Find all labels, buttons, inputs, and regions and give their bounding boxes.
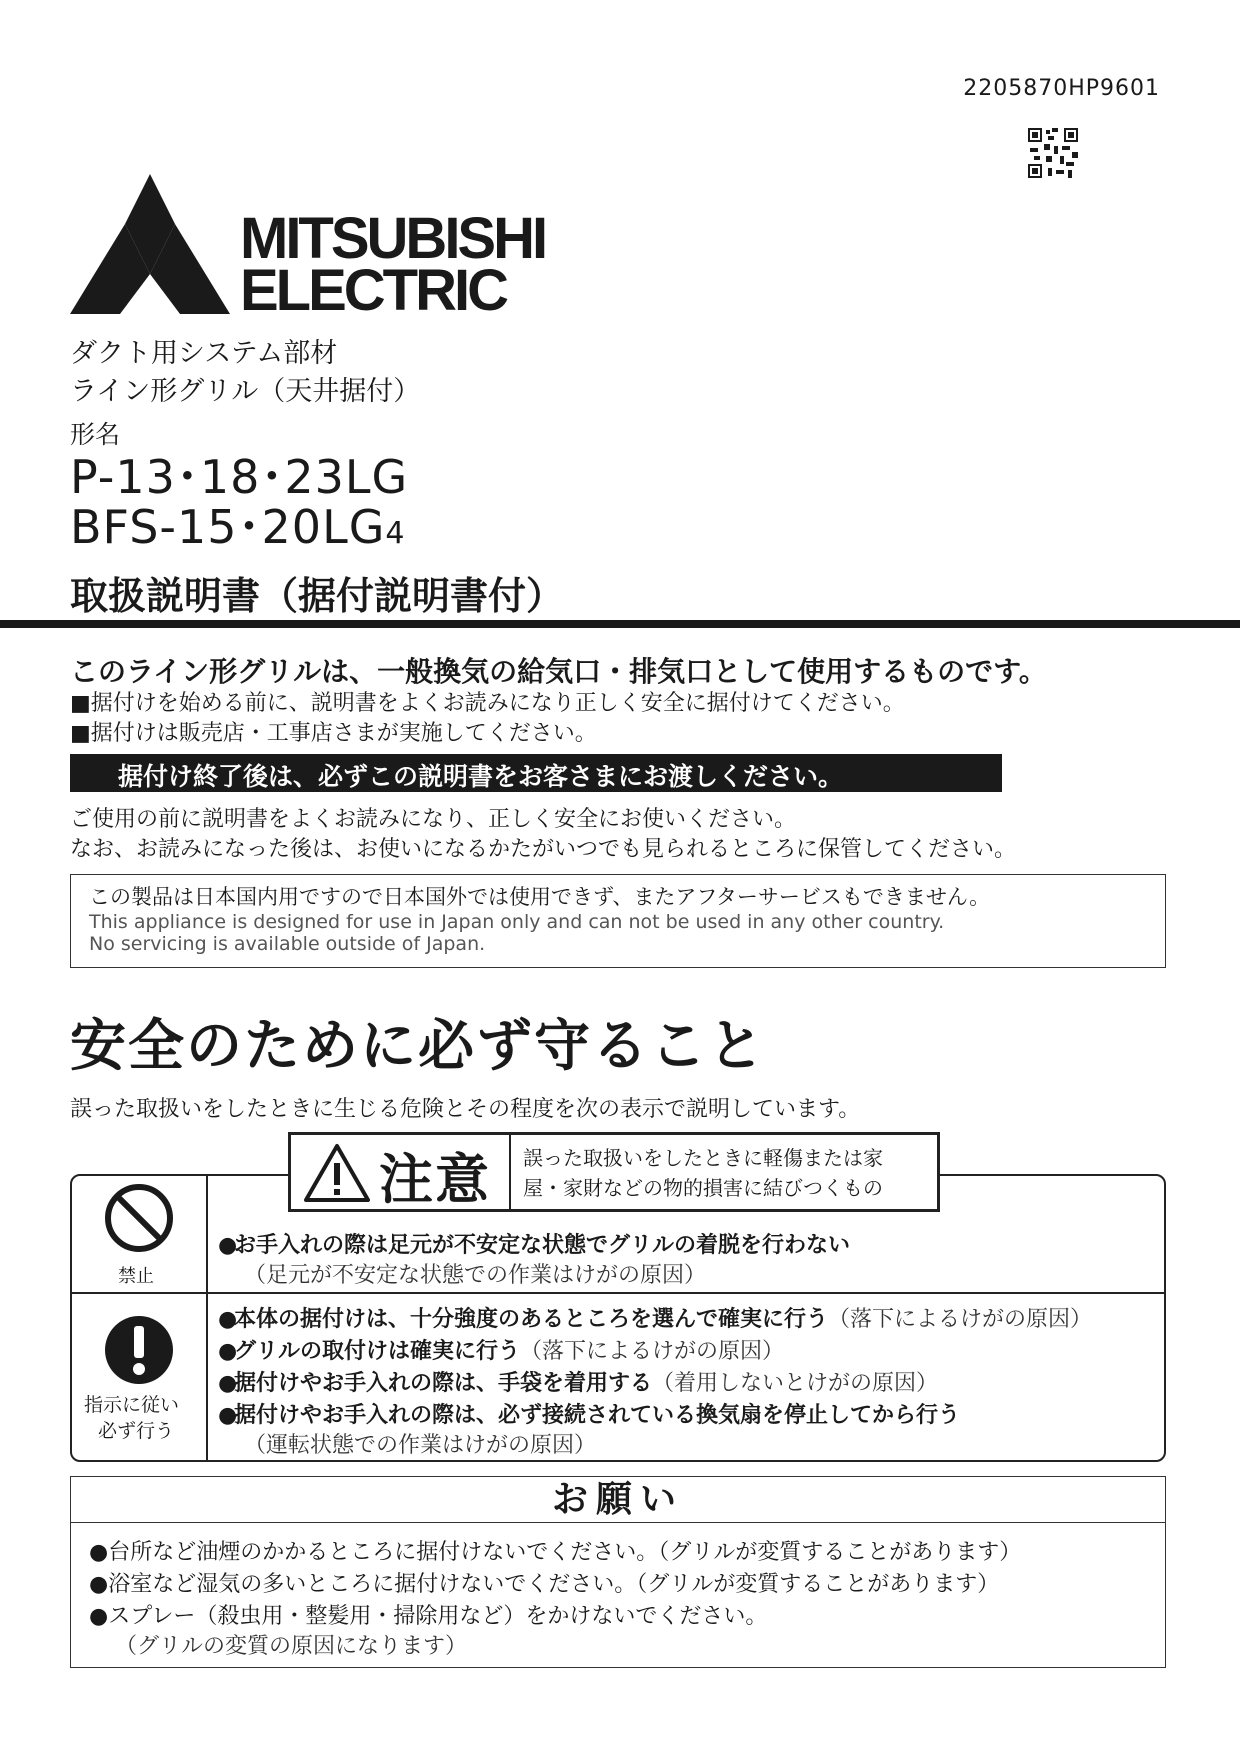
mandatory-action-icon bbox=[103, 1314, 175, 1386]
request-title: お願い bbox=[71, 1477, 1165, 1523]
request-box bbox=[70, 1476, 1166, 1668]
bullet: ● bbox=[218, 1339, 238, 1364]
install-note-2: ■据付けは販売店・工事店さまが実施してください。 bbox=[70, 721, 597, 746]
document-code: 2205870HP9601 bbox=[963, 76, 1160, 101]
model-label: 形名 bbox=[70, 420, 121, 449]
three-diamonds-icon bbox=[70, 174, 230, 314]
request-item: ●台所など油煙のかかるところに据付けないでください。（グリルが変質することがあります） bbox=[89, 1540, 1022, 1565]
qr-code-icon bbox=[1028, 128, 1078, 178]
handover-banner: 据付け終了後は、必ずこの説明書をお客さまにお渡しください。 bbox=[70, 754, 1002, 792]
prohibited-item-text: お手入れの際は足元が不安定な状態でグリルの着脱を行わない bbox=[234, 1233, 851, 1258]
mandatory-item-reason: （運転状態での作業はけがの原因） bbox=[244, 1433, 597, 1458]
product-name: ライン形グリル（天井据付） bbox=[70, 376, 421, 407]
caution-description-line-1: 誤った取扱いをしたときに軽傷または家 bbox=[523, 1146, 883, 1170]
mandatory-label-line-1: 指示に従い bbox=[84, 1394, 180, 1416]
header-divider bbox=[0, 620, 1240, 628]
warning-triangle-icon bbox=[303, 1143, 371, 1203]
prohibited-icon bbox=[103, 1182, 175, 1254]
prohibited-reason: （足元が不安定な状態での作業はけがの原因） bbox=[244, 1263, 707, 1288]
model-number-2-main: BFS-15･20LG bbox=[70, 500, 386, 554]
mandatory-item-reason: （落下によるけがの原因） bbox=[520, 1339, 785, 1364]
usage-note-2: なお、お読みになった後は、お使いになるかたがいつでも見られるところに保管してください。 bbox=[70, 837, 1017, 862]
mandatory-item bbox=[218, 1334, 784, 1365]
caution-header bbox=[288, 1132, 940, 1212]
mandatory-item-reason: （落下によるけがの原因） bbox=[828, 1307, 1093, 1332]
logo-text-mitsubishi: MITSUBISHI bbox=[240, 206, 546, 271]
model-number-1: P-13･18･23LG bbox=[70, 450, 409, 504]
product-category: ダクト用システム部材 bbox=[70, 338, 338, 369]
request-item: ●スプレー（殺虫用・整髪用・掃除用など）をかけないでください。 bbox=[89, 1604, 768, 1629]
caution-label-cell bbox=[291, 1135, 511, 1209]
safety-title: 安全のために必ず守ること bbox=[70, 1014, 766, 1079]
table-column-divider bbox=[206, 1176, 208, 1460]
intro-statement: このライン形グリルは、一般換気の給気口・排気口として使用するものです。 bbox=[70, 655, 1047, 688]
mandatory-item-reason: （着用しないとけがの原因） bbox=[652, 1371, 939, 1396]
mandatory-item bbox=[218, 1398, 960, 1429]
mandatory-item-text: 本体の据付けは、十分強度のあるところを選んで確実に行う bbox=[234, 1307, 829, 1332]
mandatory-item-text: グリルの取付けは確実に行う bbox=[234, 1339, 521, 1364]
install-note-1: ■据付けを始める前に、説明書をよくお読みになり正しく安全に据付けてください。 bbox=[70, 691, 905, 716]
mandatory-item-text: 据付けやお手入れの際は、必ず接続されている換気扇を停止してから行う bbox=[234, 1403, 961, 1428]
bullet: ● bbox=[218, 1371, 238, 1396]
bullet: ● bbox=[218, 1233, 238, 1258]
prohibited-label: 禁止 bbox=[118, 1266, 154, 1287]
bullet: ● bbox=[218, 1403, 238, 1428]
prohibited-item bbox=[218, 1228, 850, 1259]
manual-title: 取扱説明書（据付説明書付） bbox=[70, 574, 565, 618]
bullet: ● bbox=[218, 1307, 238, 1332]
caution-description-line-2: 屋・家財などの物的損害に結びつくもの bbox=[523, 1176, 883, 1200]
logo-text-electric: ELECTRIC bbox=[240, 258, 506, 323]
caution-description bbox=[523, 1143, 883, 1203]
mandatory-label-line-2: 必ず行う bbox=[98, 1420, 175, 1442]
safety-description: 誤った取扱いをしたときに生じる危険とその程度を次の表示で説明しています。 bbox=[70, 1097, 861, 1122]
mandatory-item bbox=[218, 1366, 938, 1397]
japan-notice-jp: この製品は日本国内用ですので日本国外では使用できず、またアフターサービスもできません。 bbox=[89, 885, 991, 909]
table-row-divider bbox=[72, 1292, 1164, 1294]
usage-note-1: ご使用の前に説明書をよくお読みになり、正しく安全にお使いください。 bbox=[70, 807, 797, 832]
mitsubishi-electric-logo bbox=[70, 174, 560, 323]
mandatory-item-text: 据付けやお手入れの際は、手袋を着用する bbox=[234, 1371, 653, 1396]
japan-notice-en-2: No servicing is available outside of Japan. bbox=[89, 933, 486, 955]
model-number-2 bbox=[70, 500, 406, 554]
caution-word: 注意 bbox=[379, 1148, 491, 1211]
japan-only-notice bbox=[70, 874, 1166, 968]
model-number-2-suffix: 4 bbox=[385, 516, 406, 551]
request-item: ●浴室など湿気の多いところに据付けないでください。（グリルが変質することがあります） bbox=[89, 1572, 1000, 1597]
japan-notice-en-1: This appliance is designed for use in Japan only and can not be used in any other country. bbox=[89, 911, 945, 933]
mandatory-item bbox=[218, 1302, 1092, 1333]
request-item-note: （グリルの変質の原因になります） bbox=[115, 1634, 468, 1659]
